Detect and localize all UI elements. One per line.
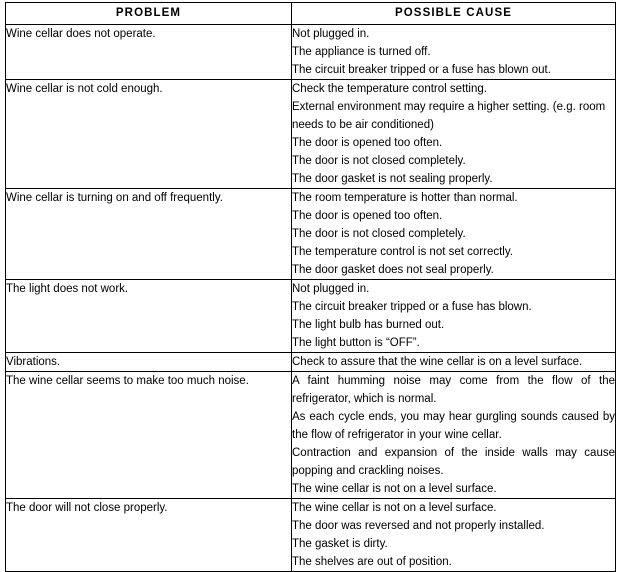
table-row bbox=[6, 189, 616, 280]
problem-text: Vibrations. bbox=[6, 356, 61, 368]
cause-item: The light button is “OFF”. bbox=[292, 337, 420, 349]
problem-cell bbox=[6, 25, 292, 80]
cause-item: The wine cellar is not on a level surface. bbox=[292, 502, 497, 514]
cause-item: The door gasket does not seal properly. bbox=[292, 264, 494, 276]
problem-cell bbox=[6, 280, 292, 353]
cause-item: The door is opened too often. bbox=[292, 210, 443, 222]
troubleshooting-table bbox=[5, 2, 616, 572]
cause-cell bbox=[292, 499, 616, 572]
column-header-problem: PROBLEM bbox=[6, 3, 292, 25]
problem-text: The light does not work. bbox=[6, 283, 129, 295]
problem-text: The door will not close properly. bbox=[6, 502, 168, 514]
table-row bbox=[6, 372, 616, 499]
table-row bbox=[6, 280, 616, 353]
cause-item: The circuit breaker tripped or a fuse has blown out. bbox=[292, 64, 551, 76]
cause-item: Not plugged in. bbox=[292, 283, 370, 295]
cause-item: The door is opened too often. bbox=[292, 137, 443, 149]
problem-text: Wine cellar does not operate. bbox=[6, 28, 156, 40]
cause-item: The room temperature is hotter than normal. bbox=[292, 192, 518, 204]
cause-cell bbox=[292, 25, 616, 80]
cause-item: The shelves are out of position. bbox=[292, 556, 452, 568]
cause-item: Check to assure that the wine cellar is on a level surface. bbox=[292, 356, 583, 368]
cause-cell bbox=[292, 353, 616, 372]
cause-item: The door gasket is not sealing properly. bbox=[292, 173, 493, 185]
cause-item: The door is not closed completely. bbox=[292, 228, 466, 240]
cause-item: The gasket is dirty. bbox=[292, 538, 388, 550]
table-row bbox=[6, 499, 616, 572]
cause-cell bbox=[292, 280, 616, 353]
cause-cell bbox=[292, 80, 616, 189]
cause-cell bbox=[292, 372, 616, 499]
cause-item: Not plugged in. bbox=[292, 28, 370, 40]
table-body bbox=[6, 25, 616, 572]
cause-item: Check the temperature control setting. bbox=[292, 83, 487, 95]
cause-item: As each cycle ends, you may hear gurgling sounds caused by the flow of refrigerator in your wine cellar. bbox=[292, 411, 615, 441]
cause-item: The temperature control is not set correctly. bbox=[292, 246, 513, 258]
cause-item: External environment may require a higher setting. (e.g. room needs to be air conditioned) bbox=[292, 101, 606, 131]
cause-cell bbox=[292, 189, 616, 280]
problem-text: The wine cellar seems to make too much noise. bbox=[6, 375, 249, 387]
problem-cell bbox=[6, 353, 292, 372]
table-row bbox=[6, 80, 616, 189]
problem-text: Wine cellar is not cold enough. bbox=[6, 83, 163, 95]
table-header bbox=[6, 3, 616, 25]
table-row bbox=[6, 25, 616, 80]
problem-cell bbox=[6, 499, 292, 572]
header-row bbox=[6, 3, 616, 25]
cause-item: The circuit breaker tripped or a fuse has blown. bbox=[292, 301, 532, 313]
cause-item: The door is not closed completely. bbox=[292, 155, 466, 167]
problem-cell bbox=[6, 372, 292, 499]
table-row bbox=[6, 353, 616, 372]
cause-item: The light bulb has burned out. bbox=[292, 319, 445, 331]
problem-cell bbox=[6, 80, 292, 189]
cause-item: The wine cellar is not on a level surface. bbox=[292, 483, 497, 495]
cause-item: Contraction and expansion of the inside walls may cause popping and crackling noises. bbox=[292, 447, 615, 477]
problem-cell bbox=[6, 189, 292, 280]
cause-item: A faint humming noise may come from the flow of the refrigerator, which is normal. bbox=[292, 375, 615, 405]
cause-item: The appliance is turned off. bbox=[292, 46, 431, 58]
cause-item: The door was reversed and not properly installed. bbox=[292, 520, 545, 532]
column-header-possible-cause: POSSIBLE CAUSE bbox=[292, 3, 616, 25]
problem-text: Wine cellar is turning on and off frequently. bbox=[6, 192, 223, 204]
